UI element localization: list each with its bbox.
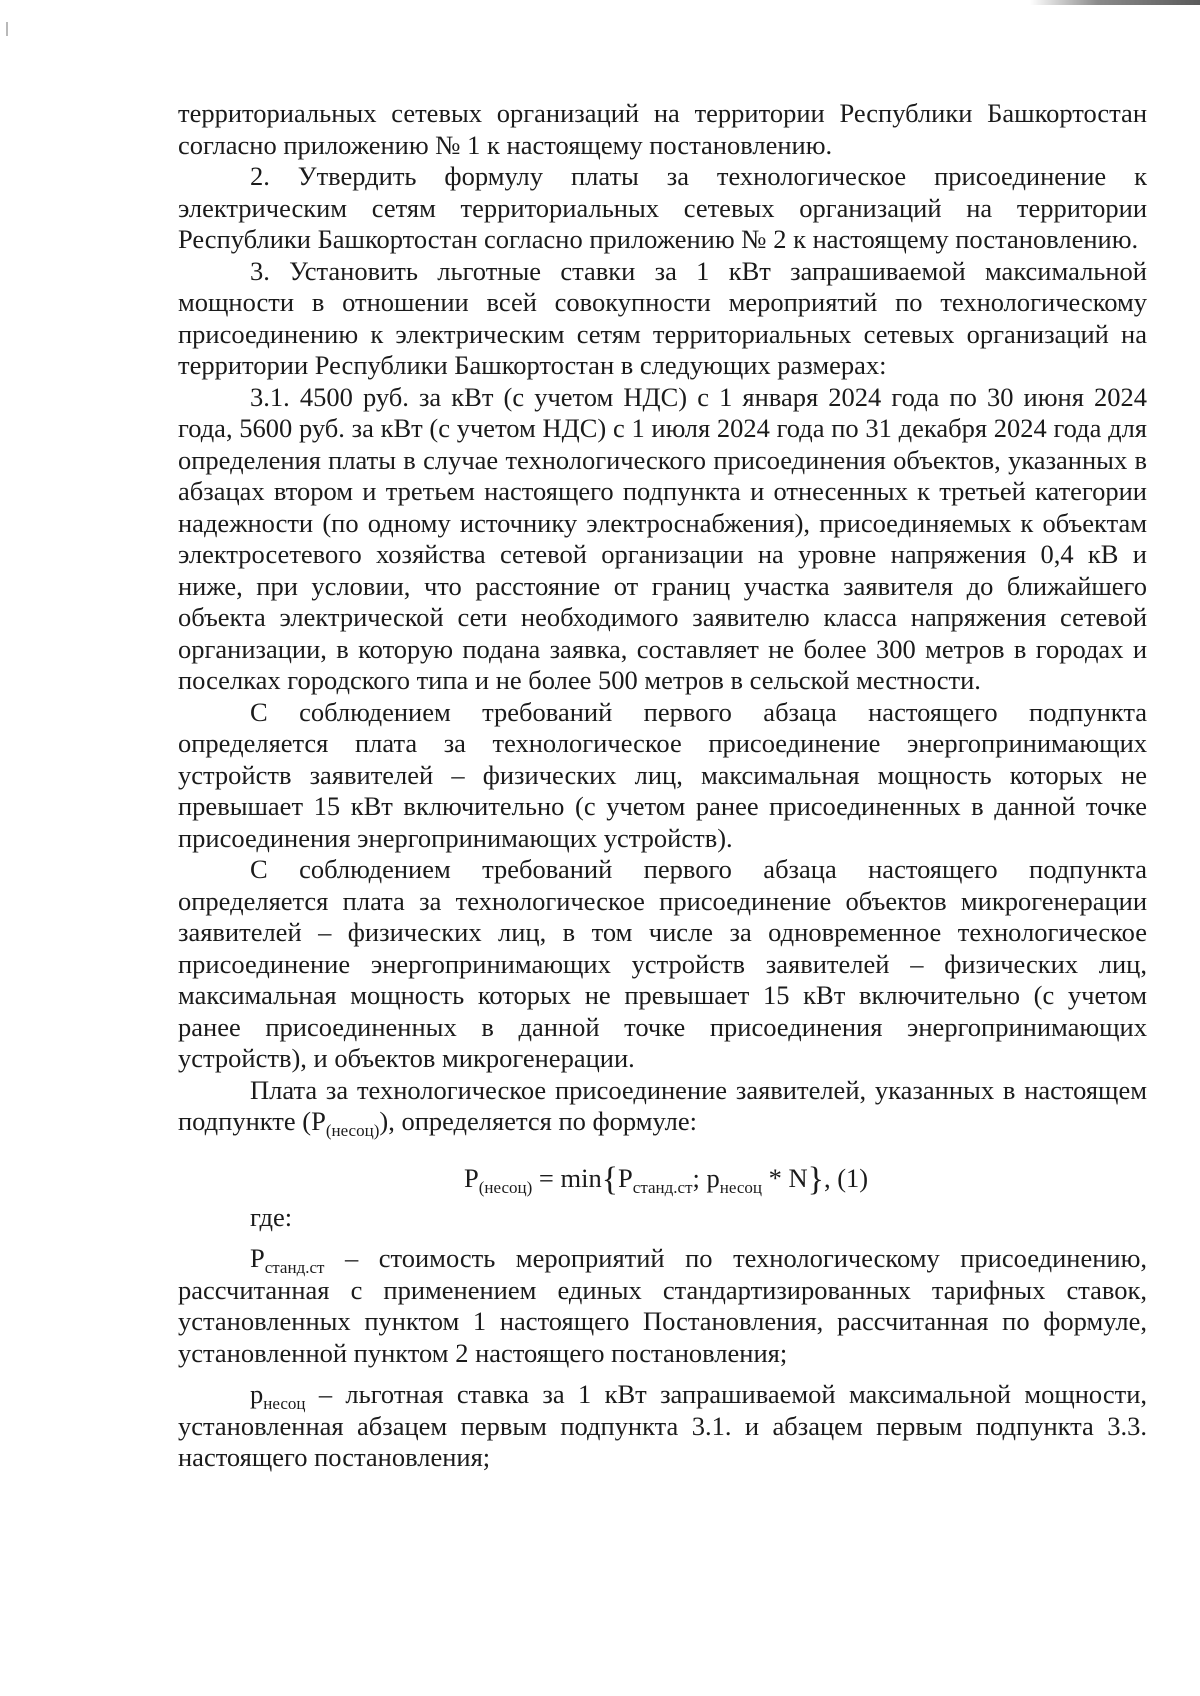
where-label: где: [250,1201,293,1232]
paragraph-item-3: 3. Установить льготные ставки за 1 кВт запрашиваемой максимальной мощности в отношении всей совокупности мероприятий по технологическому присоединению к электрическим сетям территориальных сетевых организаций на территории Республики Башкортостан в следующих размерах: [178,255,1147,380]
formula-lhs-subscript: (несоц) [478,1177,533,1197]
paragraph-item-3-1: 3.1. 4500 руб. за кВт (с учетом НДС) с 1 января 2024 года по 30 июня 2024 года, 5600 руб. за кВт (с учетом НДС) с 1 июля 2024 года по 31 декабря 2024 года для определения платы в случае технологического присоединения объектов, указанных в абзацах втором и третьем настоящего подпункта и отнесенных к третьей категории надежности (по одному источнику электроснабжения), присоединяемых к объектам электросетевого хозяйства сетевой организации на уровне напряжения 0,4 кВ и ниже, при условии, что расстояние от границ участка заявителя до ближайшего объекта электрической сети необходимого заявителю класса напряжения сетевой организации, в которую подана заявка, составляет не более 300 метров в городах и поселках городского типа и не более 500 метров в сельской местности. [178,381,1147,695]
formula-number: , (1) [823,1162,869,1193]
formula-eq-min: = min [532,1162,602,1193]
formula-arg2-symbol: p [706,1162,720,1193]
formula-open-brace: { [601,1160,619,1198]
paragraph-payment-formula-intro [178,1075,1147,1138]
definition-p-nesots-text: – льготная ставка за 1 кВт запрашиваемой максимальной мощности, установленная абзацем первым подпункта 3.1. и абзацем первым подпункта 3.3. настоящего постановления; [178,1379,1147,1472]
formula-arg1-subscript: станд.ст [632,1177,693,1197]
paragraph-abzac-third: С соблюдением требований первого абзаца настоящего подпункта определяется плата за технологическое присоединение объектов микрогенерации заявителей – физических лиц, в том числе за одновременное технологическое присоединение энергопринимающих устройств заявителей – физических лиц, максимальная мощность которых не превышает 15 кВт включительно (с учетом ранее присоединенных в данной точке присоединения энергопринимающих устройств), и объектов микрогенерации. [178,854,1147,1073]
scan-margin-mark [6,22,8,36]
formula-arg2-subscript: несоц [719,1177,762,1197]
payment-text-b: ), определяется по формуле: [379,1106,697,1136]
formula-close-brace: } [807,1160,824,1198]
formula-separator: ; [692,1162,707,1193]
formula-arg1-symbol: P [618,1162,633,1193]
payment-subscript: (несоц) [325,1121,380,1140]
paragraph-intro: территориальных сетевых организаций на территории Республики Башкортостан согласно приложению № 1 к настоящему постановлению. [178,98,1147,160]
paragraph-item-2: 2. Утвердить формулу платы за технологическое присоединение к электрическим сетям территориальных сетевых организаций на территории Республики Башкортостан согласно приложению № 2 к настоящему постановлению. [178,161,1147,254]
definition-p-stand [178,1243,1147,1369]
definition-p-nesots-subscript: несоц [263,1394,306,1413]
definition-p-stand-symbol: P [250,1243,265,1273]
scan-edge-artifact [1030,0,1200,5]
document-page [178,98,1147,1474]
paragraph-abzac-second: С соблюдением требований первого абзаца настоящего подпункта определяется плата за технологическое присоединение энергопринимающих устройств заявителей – физических лиц, максимальная мощность которых не превышает 15 кВт включительно (с учетом ранее присоединенных в данной точке присоединения энергопринимающих устройств). [178,696,1147,853]
definition-p-nesots [178,1379,1147,1474]
formula-multiplier: * N [761,1162,808,1193]
payment-text-a: Плата за технологическое присоединение заявителей, указанных в настоящем подпункте (P [178,1074,1147,1136]
definition-p-stand-subscript: станд.ст [264,1258,325,1277]
formula-lhs-symbol: P [464,1162,479,1193]
formula-1 [178,1160,1147,1196]
definition-p-nesots-symbol: p [250,1379,264,1409]
definition-p-stand-text: – стоимость мероприятий по технологическому присоединению, рассчитанная с применением единых стандартизированных тарифных ставок, установленных пунктом 1 настоящего Постановления, рассчитанная по формуле, установленной пунктом 2 настоящего постановления; [178,1243,1147,1368]
